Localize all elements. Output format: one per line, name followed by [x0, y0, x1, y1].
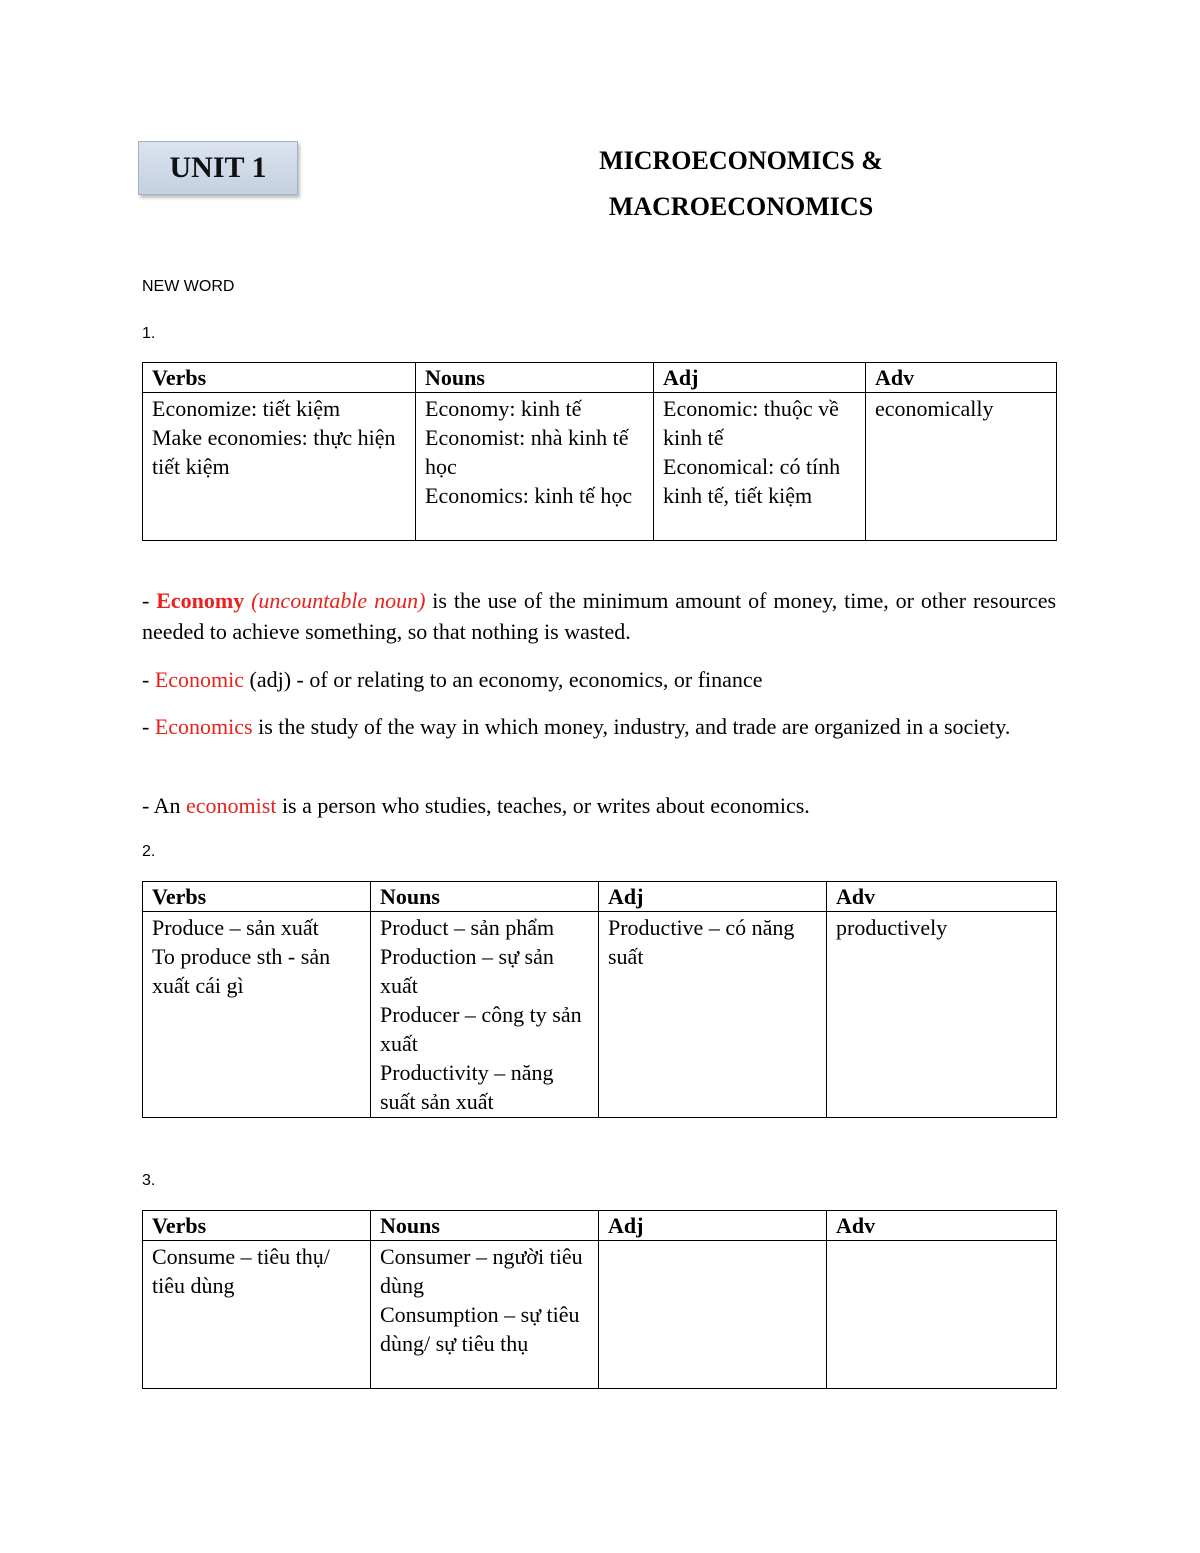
cell-line: Producer – công ty sản xuất	[380, 1002, 582, 1056]
cell-line: Consume – tiêu thụ/ tiêu dùng	[152, 1244, 330, 1298]
term-economic: Economic	[154, 667, 245, 692]
header-nouns: Nouns	[371, 1211, 599, 1241]
cell-line: Economics: kinh tế học	[425, 483, 633, 508]
cell-adj	[599, 1241, 827, 1389]
cell-adv	[827, 1241, 1057, 1389]
header-adv: Adv	[866, 363, 1057, 393]
cell-adj	[599, 912, 827, 1118]
cell-line: Economic: thuộc về kinh tế	[663, 396, 839, 450]
title-line-2: MACROECONOMICS	[608, 192, 874, 221]
cell-verbs	[143, 393, 416, 541]
cell-adv	[827, 912, 1057, 1118]
cell-line: Production – sự sản xuất	[380, 944, 554, 998]
table-header-row	[143, 882, 1057, 912]
cell-line: Economy: kinh tế	[425, 396, 582, 421]
cell-line: To produce sth - sản xuất cái gì	[152, 944, 331, 998]
unit-badge	[138, 141, 298, 195]
cell-adj	[654, 393, 866, 541]
header-verbs: Verbs	[143, 363, 416, 393]
vocab-table-1	[142, 362, 1057, 541]
definition-economic	[142, 664, 1056, 695]
definition-economics	[142, 711, 1056, 742]
cell-line: Produce – sản xuất	[152, 915, 319, 940]
header-adv: Adv	[827, 1211, 1057, 1241]
header-nouns: Nouns	[371, 882, 599, 912]
table-3-number: 3.	[142, 1172, 156, 1189]
header-adj: Adj	[599, 1211, 827, 1241]
header-verbs: Verbs	[143, 882, 371, 912]
header-adv: Adv	[827, 882, 1057, 912]
cell-line: Consumption – sự tiêu dùng/ sự tiêu thụ	[380, 1302, 580, 1356]
page-title	[540, 138, 942, 230]
cell-nouns	[371, 912, 599, 1118]
table-row	[143, 393, 1057, 541]
cell-line: Economist: nhà kinh tế học	[425, 425, 629, 479]
cell-line: Consumer – người tiêu dùng	[380, 1244, 583, 1298]
header-adj: Adj	[654, 363, 866, 393]
term-note: (uncountable noun)	[251, 588, 426, 613]
cell-line: Economical: có tính kinh tế, tiết kiệm	[663, 454, 841, 508]
term-economist: economist	[186, 793, 277, 818]
definition-text: is the use of the minimum amount of money, time, or other resources needed to achieve something, so that nothing is wasted.	[142, 588, 1057, 644]
definition-economist	[142, 790, 1056, 821]
cell-line: Economize: tiết kiệm	[152, 396, 341, 421]
cell-line: Make economies: thực hiện tiết kiệm	[152, 425, 396, 479]
table-row	[143, 1241, 1057, 1389]
table-header-row	[143, 1211, 1057, 1241]
cell-verbs	[143, 912, 371, 1118]
definition-economy	[142, 585, 1056, 647]
table-1-number: 1.	[142, 325, 156, 342]
vocab-table-2	[142, 881, 1057, 1118]
term-economy: Economy	[156, 588, 245, 613]
term-economics: Economics	[154, 714, 253, 739]
title-line-1: MICROECONOMICS &	[599, 146, 883, 175]
cell-line: productively	[836, 915, 948, 940]
definition-text: (adj) - of or relating to an economy, economics, or finance	[244, 667, 763, 692]
definition-prefix: - An	[142, 793, 186, 818]
cell-line: Productivity – năng suất sản xuất	[380, 1060, 554, 1114]
header-verbs: Verbs	[143, 1211, 371, 1241]
definition-text: is a person who studies, teaches, or writes about economics.	[276, 793, 810, 818]
section-label: NEW WORD	[142, 278, 235, 295]
unit-label: UNIT 1	[169, 151, 267, 184]
cell-nouns	[416, 393, 654, 541]
table-header-row	[143, 363, 1057, 393]
cell-verbs	[143, 1241, 371, 1389]
definition-prefix: -	[142, 588, 157, 613]
table-row	[143, 912, 1057, 1118]
cell-line: economically	[875, 396, 994, 421]
vocab-table-3	[142, 1210, 1057, 1389]
header-nouns: Nouns	[416, 363, 654, 393]
table-2-number: 2.	[142, 843, 156, 860]
cell-adv	[866, 393, 1057, 541]
definition-prefix: -	[142, 714, 155, 739]
header-adj: Adj	[599, 882, 827, 912]
cell-line: Productive – có năng suất	[608, 915, 795, 969]
definition-prefix: -	[142, 667, 155, 692]
definition-text: is the study of the way in which money, industry, and trade are organized in a society.	[252, 714, 1011, 739]
cell-line: Product – sản phẩm	[380, 915, 555, 940]
cell-nouns	[371, 1241, 599, 1389]
